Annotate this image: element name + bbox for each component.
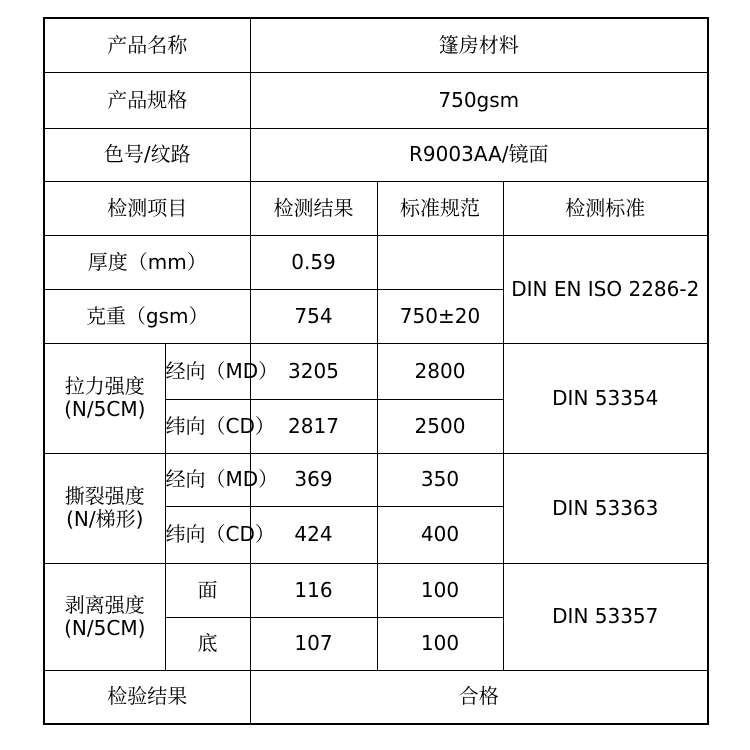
tensile-md-result: 3205 <box>250 343 377 399</box>
peel-label <box>44 563 165 670</box>
tensile-standard: DIN 53354 <box>503 343 708 453</box>
peel-back-norm: 100 <box>377 617 503 670</box>
peel-back-result: 107 <box>250 617 377 670</box>
weight-label: 克重（gsm） <box>44 289 250 343</box>
tensile-label-line2: (N/5CM) <box>64 397 146 421</box>
tensile-cd-norm: 2500 <box>377 399 503 453</box>
row-header <box>44 181 708 235</box>
tear-label-line2: (N/梯形) <box>66 507 144 531</box>
product-spec-label: 产品规格 <box>44 72 250 128</box>
product-name-value: 篷房材料 <box>250 18 708 72</box>
header-item: 检测项目 <box>44 181 250 235</box>
tensile-label-line1: 拉力强度 <box>64 374 145 398</box>
product-spec-value: 750gsm <box>250 72 708 128</box>
header-norm: 标准规范 <box>377 181 503 235</box>
tear-label <box>44 453 165 563</box>
tear-cd-result: 424 <box>250 506 377 563</box>
tear-md-result: 369 <box>250 453 377 506</box>
tensile-cd-sub: 纬向（CD） <box>165 399 250 453</box>
tensile-md-norm: 2800 <box>377 343 503 399</box>
row-peel-face <box>44 563 708 617</box>
weight-norm: 750±20 <box>377 289 503 343</box>
peel-face-result: 116 <box>250 563 377 617</box>
peel-standard: DIN 53357 <box>503 563 708 670</box>
conclusion-label: 检验结果 <box>44 670 250 724</box>
tensile-md-sub: 经向（MD） <box>165 343 250 399</box>
row-conclusion <box>44 670 708 724</box>
spec-table <box>43 17 709 725</box>
peel-back-sub: 底 <box>165 617 250 670</box>
thickness-label: 厚度（mm） <box>44 235 250 289</box>
weight-result: 754 <box>250 289 377 343</box>
tear-cd-sub: 纬向（CD） <box>165 506 250 563</box>
row-tear-md <box>44 453 708 506</box>
row-tensile-md <box>44 343 708 399</box>
thickness-norm <box>377 235 503 289</box>
conclusion-value: 合格 <box>250 670 708 724</box>
row-thickness <box>44 235 708 289</box>
tensile-label <box>44 343 165 453</box>
peel-label-line2: (N/5CM) <box>64 615 146 640</box>
peel-face-norm: 100 <box>377 563 503 617</box>
color-value: R9003AA/镜面 <box>250 128 708 181</box>
peel-label-line1: 剥离强度 <box>64 592 145 617</box>
tensile-cd-result: 2817 <box>250 399 377 453</box>
thickness-result: 0.59 <box>250 235 377 289</box>
row-color <box>44 128 708 181</box>
header-standard: 检测标准 <box>503 181 708 235</box>
peel-face-sub: 面 <box>165 563 250 617</box>
header-result: 检测结果 <box>250 181 377 235</box>
tear-cd-norm: 400 <box>377 506 503 563</box>
color-label: 色号/纹路 <box>44 128 250 181</box>
iso-standard: DIN EN ISO 2286-2 <box>503 235 708 343</box>
tear-md-norm: 350 <box>377 453 503 506</box>
row-product-name <box>44 18 708 72</box>
tear-standard: DIN 53363 <box>503 453 708 563</box>
tear-md-sub: 经向（MD） <box>165 453 250 506</box>
tear-label-line1: 撕裂强度 <box>64 484 145 508</box>
row-product-spec <box>44 72 708 128</box>
product-name-label: 产品名称 <box>44 18 250 72</box>
